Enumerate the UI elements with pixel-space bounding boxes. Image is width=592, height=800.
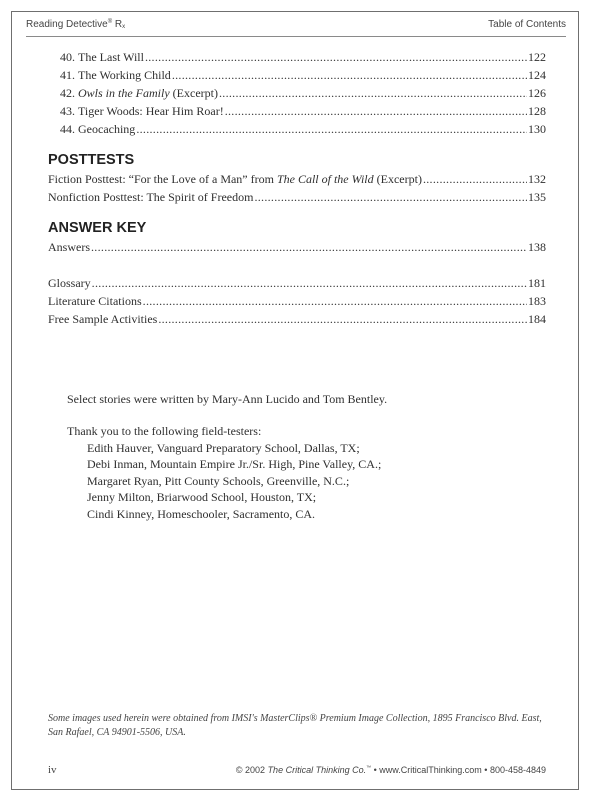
- toc-entry[interactable]: [48, 294, 546, 312]
- toc-entry[interactable]: 41. The Working Child ..... 124: [60, 68, 546, 86]
- toc-entry-title: Geocaching: [78, 122, 136, 136]
- toc-entry[interactable]: [48, 240, 546, 258]
- image-credit-note: Some images used herein were obtained from IMSI's MasterClips® Premium Image Collection, 1895 Francisco Blvd. East, San Rafael, CA 94901-5506, USA.: [48, 713, 542, 738]
- credits-thanks: Thank you to the following field-testers:: [67, 424, 262, 438]
- toc-entry-title: The Last Will: [78, 50, 144, 64]
- dot-leader: [136, 122, 527, 137]
- toc-entry[interactable]: 42. Owls in the Family (Excerpt) ..... 126: [60, 86, 546, 104]
- tester-item: Margaret Ryan, Pitt County Schools, Greenville, N.C.;: [87, 473, 350, 488]
- page-number: iv: [48, 764, 57, 776]
- toc-entry-title: Nonfiction Posttest: The Spirit of Freedom: [48, 190, 254, 204]
- answer-key-heading: ANSWER KEY: [48, 220, 147, 236]
- tester-item: Edith Hauver, Vanguard Preparatory School, Dallas, TX;: [87, 440, 360, 455]
- series-title: Reading Detective® Rx: [26, 19, 126, 30]
- toc-entry-title: Owls in the Family (Excerpt): [78, 86, 218, 100]
- toc-entry[interactable]: [48, 172, 546, 190]
- dot-leader: [143, 294, 527, 309]
- posttests-heading: POSTTESTS: [48, 152, 135, 168]
- toc-page-number: 126: [528, 86, 546, 100]
- toc-page-number: 138: [528, 240, 546, 254]
- toc-page-number: 184: [528, 312, 546, 326]
- toc-entry-title: Literature Citations: [48, 294, 142, 308]
- dot-leader: [254, 190, 527, 205]
- toc-entry-title: Answers: [48, 240, 90, 254]
- toc-entry[interactable]: 40. The Last Will ..... 122: [60, 50, 546, 68]
- dot-leader: [145, 50, 527, 65]
- dot-leader: [158, 312, 527, 327]
- toc-entry[interactable]: [48, 276, 546, 294]
- toc-page-number: 181: [528, 276, 546, 290]
- copyright-line: © 2002 The Critical Thinking Co.™ • www.CriticalThinking.com • 800-458-4849: [235, 765, 546, 775]
- credits-authors: Select stories were written by Mary-Ann Lucido and Tom Bentley.: [67, 392, 388, 406]
- toc-entry[interactable]: 43. Tiger Woods: Hear Him Roar! ..... 128: [60, 104, 546, 122]
- toc-entry-title: The Working Child: [78, 68, 171, 82]
- tester-item: Jenny Milton, Briarwood School, Houston, TX;: [87, 490, 317, 504]
- toc-entry[interactable]: 44. Geocaching ..... 130: [60, 122, 546, 140]
- toc-entry[interactable]: [48, 190, 546, 208]
- running-header: [26, 19, 566, 37]
- toc-page-number: 122: [528, 50, 546, 64]
- tester-item: Debi Inman, Mountain Empire Jr./Sr. High, Pine Valley, CA.;: [87, 457, 382, 471]
- toc-entry-title: Fiction Posttest: “For the Love of a Man” from The Call of the Wild (Excerpt): [48, 172, 422, 186]
- page-footer: [48, 764, 546, 776]
- toc-entry-title: Free Sample Activities: [48, 312, 158, 326]
- toc-page-number: 130: [528, 122, 546, 136]
- toc-page-number: 124: [528, 68, 546, 82]
- toc-entry-title: Glossary: [48, 276, 91, 290]
- toc-page-number: 132: [528, 172, 546, 186]
- dot-leader: [219, 86, 527, 101]
- tester-item: Cindi Kinney, Homeschooler, Sacramento, CA.: [87, 506, 316, 521]
- toc-page-number: 183: [528, 294, 546, 308]
- dot-leader: [92, 276, 527, 291]
- toc-entry-title: Tiger Woods: Hear Him Roar!: [78, 104, 224, 118]
- dot-leader: [172, 68, 527, 83]
- section-title: Table of Contents: [488, 19, 566, 30]
- toc-entry[interactable]: [48, 312, 546, 330]
- dot-leader: [225, 104, 527, 119]
- toc-page-number: 135: [528, 190, 546, 204]
- toc-page-number: 128: [528, 104, 546, 118]
- dot-leader: [91, 240, 527, 255]
- credits-testers-block: [67, 423, 381, 522]
- dot-leader: [423, 172, 527, 187]
